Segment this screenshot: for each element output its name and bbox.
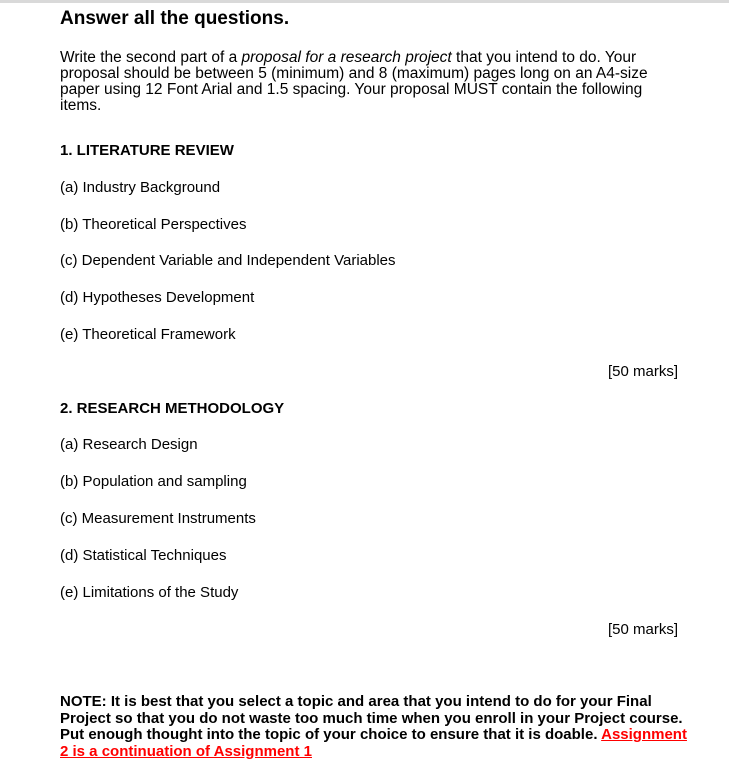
list-item: (d) Statistical Techniques [60, 547, 227, 564]
page-heading: Answer all the questions. [60, 8, 290, 29]
list-item: (c) Dependent Variable and Independent Variables [60, 252, 396, 269]
list-item: (d) Hypotheses Development [60, 289, 255, 306]
intro-text-before: Write the second part of a [60, 49, 242, 66]
section-title-research-methodology: 2. RESEARCH METHODOLOGY [60, 400, 285, 417]
section-title-literature-review: 1. LITERATURE REVIEW [60, 142, 234, 159]
top-divider [0, 0, 729, 3]
intro-text-after: that you intend to do. Your proposal should be between 5 (minimum) and 8 (maximum) pages long on an A4-size paper using 12 Font Arial and 1.5 spacing. Your proposal MUST contain the following items. [60, 49, 648, 114]
list-item: (a) Industry Background [60, 179, 221, 196]
list-item: (e) Theoretical Framework [60, 326, 236, 343]
marks-label: [50 marks] [608, 621, 679, 638]
list-item: (e) Limitations of the Study [60, 584, 239, 601]
note-paragraph [60, 694, 690, 760]
note-highlight: Assignment 2 is a continuation of Assignment 1 [60, 726, 687, 760]
list-item: (a) Research Design [60, 436, 198, 453]
marks-label: [50 marks] [608, 363, 679, 380]
list-item: (b) Theoretical Perspectives [60, 216, 247, 233]
list-item: (b) Population and sampling [60, 473, 247, 490]
list-item: (c) Measurement Instruments [60, 510, 256, 527]
intro-emphasis: proposal for a research project [241, 49, 452, 66]
note-text: NOTE: It is best that you select a topic and area that you intend to do for your Final Project so that you do not waste too much time when you enroll in your Project course. Put enough thought into the topic of your choice to ensure that it is doable. [60, 693, 683, 743]
intro-paragraph [60, 50, 685, 114]
